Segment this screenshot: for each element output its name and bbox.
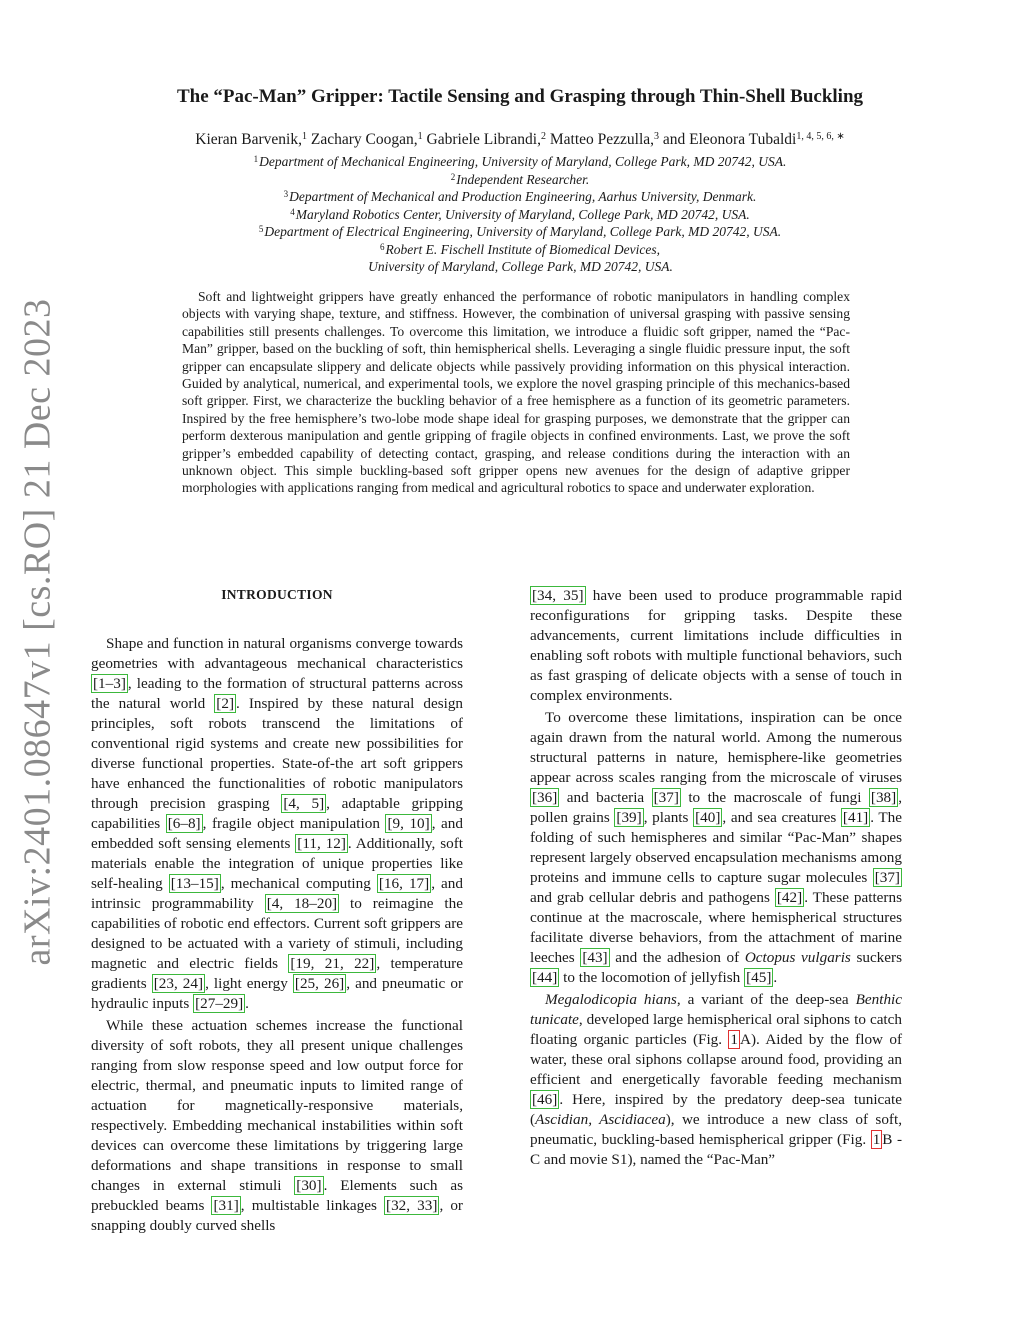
citation-link[interactable]: [19, 21, 22] — [290, 955, 375, 972]
paper-title: The “Pac-Man” Gripper: Tactile Sensing and Grasping through Thin-Shell Buckling — [176, 86, 864, 107]
author-list — [90, 130, 950, 150]
paragraph-continued: [34, 35] have been used to produce programmable rapid reconfigurations for gripping tasks. Despite these advancements, current limitations include difficulties in enabling soft robots with multiple functional behaviors, such as fast grasping of delicate objects with a sense of touch in complex environments. — [530, 587, 902, 704]
affiliation-list — [90, 153, 950, 276]
citation-link[interactable]: [25, 26] — [294, 975, 345, 992]
citation-link[interactable]: [38] — [870, 789, 897, 806]
citation-link[interactable]: [1–3] — [93, 675, 126, 692]
affiliation: $^4$Maryland Robotics Center, University of Maryland, College Park, MD 20742, USA. — [290, 206, 750, 222]
affiliation: $^2$Independent Researcher. — [450, 171, 590, 187]
affiliation: $^6$Robert E. Fischell Institute of Biomedical Devices, — [380, 241, 660, 257]
figure-link[interactable]: 1 — [730, 1031, 738, 1048]
author-name: and Eleonora Tubaldi — [662, 131, 797, 148]
author-affil-mark: 3 — [654, 131, 660, 142]
citation-link[interactable]: [2] — [216, 695, 235, 712]
paragraph: Shape and function in natural organisms converge towards geometries with advantageous mechanical characteristics [1–3] , leading to the formation of structural patterns across the natural world [2] . Inspired by these natural design principles, soft robots transcend the limitations of conventional rigid systems and create new possibilities for diverse functional properties. State-of-the art soft grippers have enhanced the functionalities of robotic manipulators through precision grasping [4, 5] , adaptable gripping capabilities [6–8] , fragile object manipulation [9, 10] , and embedded soft sensing elements [11, 12] . Additionally, soft materials enable the integration of unique properties like self-healing [13–15] , mechanical computing [16, 17] , and intrinsic programmability [4, 18–20] to reimagine the capabilities of robotic end effectors. Current soft grippers are designed to be actuated with a variety of stimuli, including magnetic and electric fields [19, 21, 22] , temperature gradients [23, 24] , light energy [25, 26] , and pneumatic or hydraulic inputs [27–29] . — [91, 635, 464, 1012]
citation-link[interactable]: [4, 5] — [283, 795, 325, 812]
citation-link[interactable]: [16, 17] — [378, 875, 430, 892]
citation-link[interactable]: [13–15] — [170, 875, 219, 892]
citation-link[interactable]: [31] — [213, 1197, 239, 1214]
citation-link[interactable]: [37] — [874, 869, 900, 886]
author-name: Gabriele Librandi, — [426, 131, 541, 148]
section-heading: INTRODUCTION — [221, 587, 333, 602]
affiliation: $^1$Department of Mechanical Engineering, University of Maryland, College Park, MD 20742, USA. — [253, 154, 787, 169]
right-column — [530, 586, 902, 1172]
citation-link[interactable]: [41] — [842, 809, 869, 826]
citation-link[interactable]: [40] — [695, 809, 721, 826]
citation-link[interactable]: [6–8] — [167, 815, 201, 832]
arxiv-identifier — [6, 297, 68, 966]
citation-link[interactable]: [9, 10] — [387, 815, 430, 832]
citation-link[interactable]: [43] — [582, 949, 608, 966]
citation-link[interactable]: [32, 33] — [386, 1197, 438, 1214]
citation-link[interactable]: [11, 12] — [297, 835, 346, 852]
citation-link[interactable]: [36] — [532, 789, 558, 806]
citation-link[interactable]: [34, 35] — [532, 587, 584, 604]
paragraph: To overcome these limitations, inspiration can be once again drawn from the natural world. Among the numerous structural patterns in nature, hemisphere-like geometries appear across scales ranging from the microscale of viruses [36] and bacteria [37] to the macroscale of fungi [38] , pollen grains [39] , plants [40] , and sea creatures [41] . The folding of such hemispheres and similar “Pac-Man” shapes represent largely observed encapsulation mechanisms among proteins and immune cells to capture sugar molecules [37] and grab cellular debris and pathogens [42] . These patterns continue at the macroscale, where hemispherical structures facilitate diverse behaviors, from the attachment of marine leeches [43] and the adhesion of Octopus vulgaris suckers [44] to the locomotion of jellyfish [45] . — [530, 709, 903, 986]
citation-link[interactable]: [44] — [532, 969, 558, 986]
affiliation: $^5$Department of Electrical Engineering, University of Maryland, College Park, MD 20742, USA. — [258, 224, 782, 239]
affiliation: $^3$Department of Mechanical and Production Engineering, Aarhus University, Denmark. — [283, 189, 757, 204]
author-name: Kieran Barvenik, — [195, 131, 302, 148]
corresponding-author-mark[interactable]: 1, 4, 5, 6, ∗ — [796, 131, 845, 142]
author-affil-mark: 2 — [540, 131, 546, 142]
citation-link[interactable]: [27–29] — [195, 995, 244, 1012]
paragraph: Megalodicopia hians, a variant of the deep-sea Benthic tunicate, developed large hemispherical oral siphons to catch floating organic particles (Fig. 1 A). Aided by the flow of water, these oral siphons collapse around food, providing an efficient and energetically favorable feeding mechanism [46] . Here, inspired by the predatory deep-sea tunicate (Ascidian, Ascidiacea), we introduce a new class of soft, pneumatic, buckling-based hemispherical gripper (Fig. 1 B - C and movie S1), named the “Pac-Man” — [530, 991, 903, 1168]
citation-link[interactable]: [42] — [776, 889, 803, 906]
citation-link[interactable]: [30] — [296, 1177, 322, 1194]
citation-link[interactable]: [39] — [616, 809, 642, 826]
author-name: Matteo Pezzulla, — [549, 131, 655, 148]
author-affil-mark: 1 — [302, 131, 307, 142]
figure-link[interactable]: 1 — [872, 1131, 881, 1148]
left-column — [91, 585, 463, 1238]
citation-link[interactable]: [4, 18–20] — [266, 895, 338, 912]
arxiv-identifier-text: arXiv:2401.08647v1 [cs.RO] 21 Dec 2023 — [16, 297, 59, 966]
citation-link[interactable]: [37] — [653, 789, 679, 806]
citation-link[interactable]: [23, 24] — [153, 975, 204, 992]
affiliation: University of Maryland, College Park, MD 20742, USA. — [368, 259, 673, 274]
abstract: Soft and lightweight grippers have greatly enhanced the performance of robotic manipulators in handling complex objects with varying shape, texture, and stiffness. However, the combination of universal grasping with passive sensing capabilities still presents challenges. To overcome this limitation, we introduce a fluidic soft gripper, named the “Pac-Man” gripper, based on the buckling of soft, thin hemispherical shells. Leveraging a single fluidic pressure input, the soft gripper can encapsulate slippery and delicate objects while passively providing information on this physical interaction. Guided by analytical, numerical, and experimental tools, we explore the novel grasping principle of this mechanics-based soft gripper. First, we characterize the buckling behavior of a free hemisphere as a function of its geometric parameters. Inspired by the free hemisphere’s two-lobe mode shape ideal for grasping purposes, we demonstrate that the gripper can perform dexterous manipulation and gentle gripping of fragile objects in confined environments. Last, we prove the soft gripper’s embedded capability of detecting contact, grasping, and release conditions during the interaction with an unknown object. This simple buckling-based soft gripper opens new avenues for the design of adaptive gripper morphologies with applications ranging from medical and agricultural robotics to space and underwater exploration. — [182, 289, 850, 496]
author-name: Zachary Coogan, — [310, 131, 418, 148]
citation-link[interactable]: [45] — [746, 969, 772, 986]
author-affil-mark: 1 — [417, 131, 423, 142]
citation-link[interactable]: [46] — [532, 1091, 558, 1108]
paragraph: While these actuation schemes increase the functional diversity of soft robots, they all present unique challenges ranging from slow response speed and low output force for electric, thermal, and pneumatic inputs to limited range of actuation for magnetically-responsive materials, respectively. Embedding mechanical instabilities within soft devices can overcome these limitations by triggering large deformations and shape transitions in response to small changes in external stimuli [30] . Elements such as prebuckled beams [31] , multistable linkages [32, 33] , or snapping doubly curved shells — [91, 1017, 463, 1234]
